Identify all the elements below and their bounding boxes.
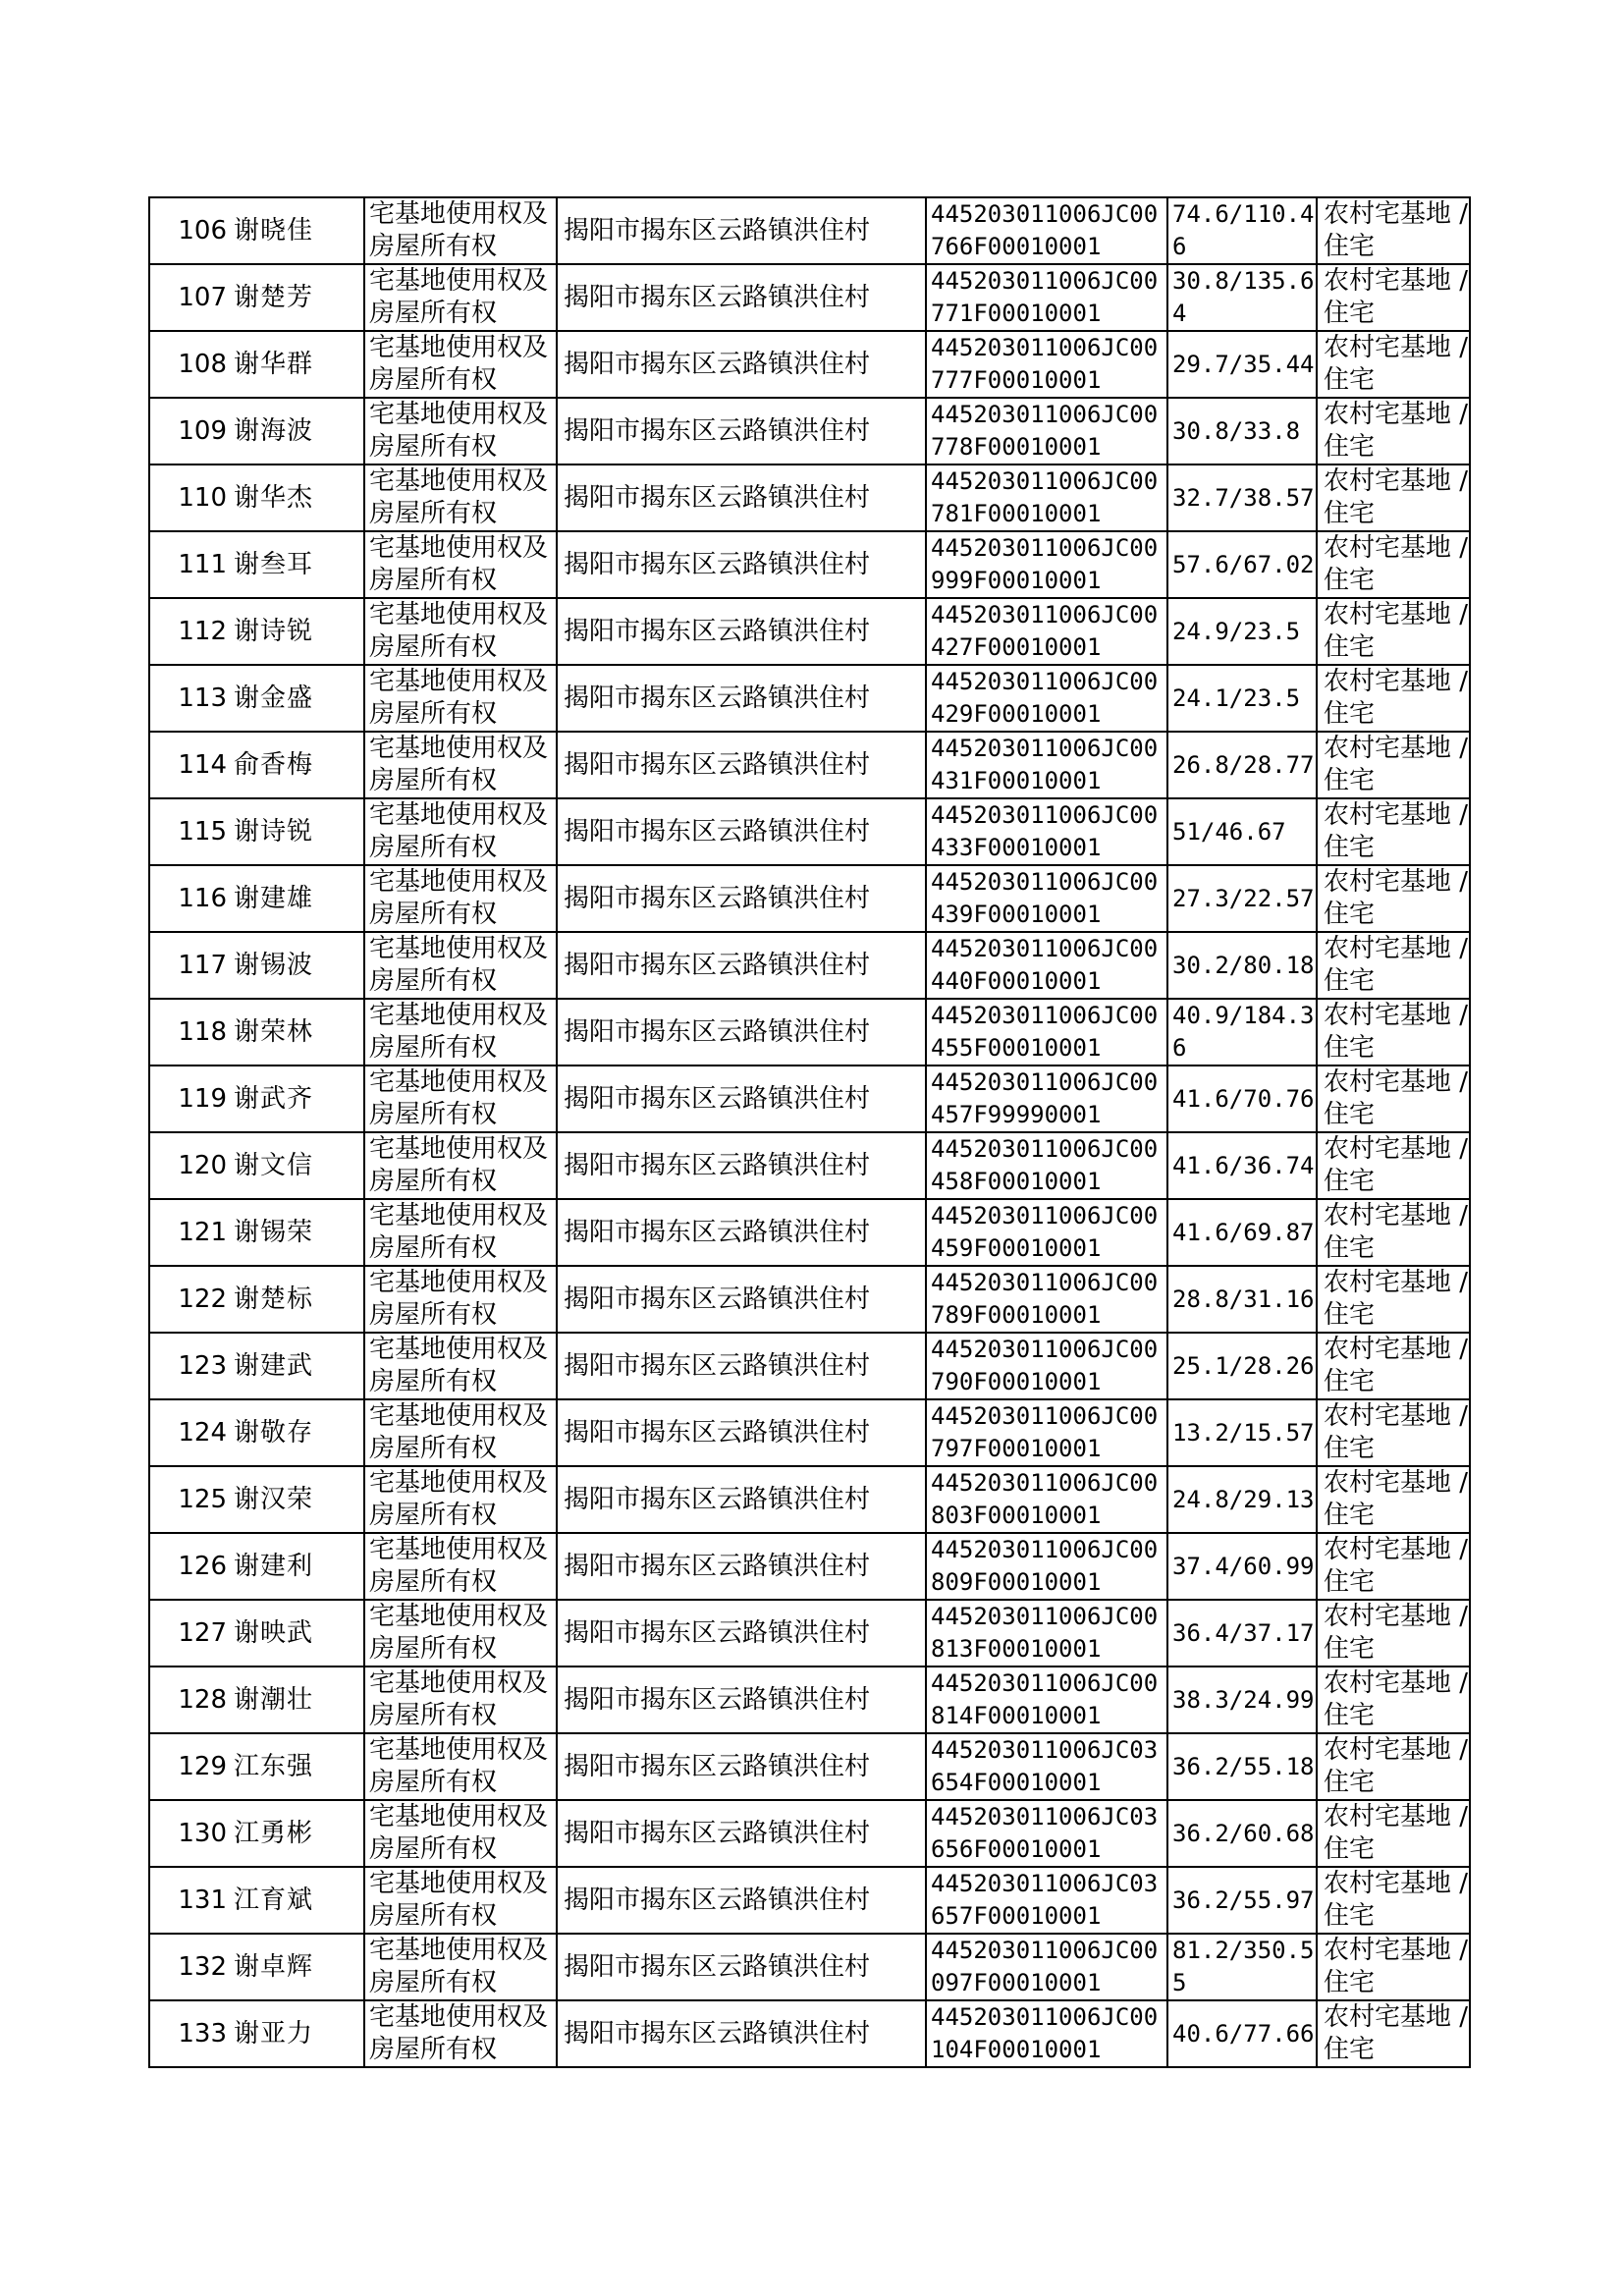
table-row [149,999,1470,1066]
unit-code-cell: 445203011006JC00455F00010001 [926,999,1167,1066]
row-number-cell: 113 [149,665,231,732]
unit-code-cell: 445203011006JC00431F00010001 [926,732,1167,798]
area-value-cell: 41.6/69.87 [1167,1199,1317,1266]
table-row [149,531,1470,598]
owner-name-cell: 江勇彬 [231,1800,364,1867]
registry-table-body [149,197,1470,2067]
area-value-cell: 40.6/77.66 [1167,2000,1317,2067]
area-value-cell: 27.3/22.57 [1167,865,1317,932]
area-value-cell: 57.6/67.02 [1167,531,1317,598]
row-number-cell: 114 [149,732,231,798]
unit-code-cell: 445203011006JC00457F99990001 [926,1066,1167,1132]
table-row [149,2000,1470,2067]
table-row [149,464,1470,531]
area-value-cell: 24.1/23.5 [1167,665,1317,732]
right-type-cell: 宅基地使用权及房屋所有权 [364,1199,557,1266]
owner-name-cell: 谢亚力 [231,2000,364,2067]
location-cell: 揭阳市揭东区云路镇洪住村 [557,732,926,798]
area-value-cell: 41.6/36.74 [1167,1132,1317,1199]
location-cell: 揭阳市揭东区云路镇洪住村 [557,1934,926,2000]
owner-name-cell: 谢海波 [231,398,364,464]
land-use-cell: 农村宅基地 / 住宅 [1317,464,1470,531]
row-number-cell: 121 [149,1199,231,1266]
land-use-cell: 农村宅基地 / 住宅 [1317,1333,1470,1399]
unit-code-cell: 445203011006JC00459F00010001 [926,1199,1167,1266]
row-number-cell: 119 [149,1066,231,1132]
right-type-cell: 宅基地使用权及房屋所有权 [364,1733,557,1800]
row-number-cell: 117 [149,932,231,999]
location-cell: 揭阳市揭东区云路镇洪住村 [557,1466,926,1533]
right-type-cell: 宅基地使用权及房屋所有权 [364,598,557,665]
land-use-cell: 农村宅基地 / 住宅 [1317,1199,1470,1266]
land-use-cell: 农村宅基地 / 住宅 [1317,1867,1470,1934]
location-cell: 揭阳市揭东区云路镇洪住村 [557,865,926,932]
area-value-cell: 36.2/55.18 [1167,1733,1317,1800]
unit-code-cell: 445203011006JC03657F00010001 [926,1867,1167,1934]
unit-code-cell: 445203011006JC00433F00010001 [926,798,1167,865]
row-number-cell: 132 [149,1934,231,2000]
row-number-cell: 106 [149,197,231,264]
unit-code-cell: 445203011006JC00778F00010001 [926,398,1167,464]
row-number-cell: 133 [149,2000,231,2067]
area-value-cell: 24.8/29.13 [1167,1466,1317,1533]
row-number-cell: 118 [149,999,231,1066]
land-use-cell: 农村宅基地 / 住宅 [1317,1733,1470,1800]
table-row [149,264,1470,331]
table-row [149,932,1470,999]
row-number-cell: 126 [149,1533,231,1600]
table-row [149,1266,1470,1333]
right-type-cell: 宅基地使用权及房屋所有权 [364,1667,557,1733]
owner-name-cell: 江东强 [231,1733,364,1800]
table-row [149,398,1470,464]
table-row [149,1800,1470,1867]
owner-name-cell: 谢武齐 [231,1066,364,1132]
location-cell: 揭阳市揭东区云路镇洪住村 [557,665,926,732]
table-row [149,1667,1470,1733]
right-type-cell: 宅基地使用权及房屋所有权 [364,398,557,464]
location-cell: 揭阳市揭东区云路镇洪住村 [557,1867,926,1934]
right-type-cell: 宅基地使用权及房屋所有权 [364,1066,557,1132]
right-type-cell: 宅基地使用权及房屋所有权 [364,197,557,264]
table-row [149,798,1470,865]
location-cell: 揭阳市揭东区云路镇洪住村 [557,932,926,999]
row-number-cell: 120 [149,1132,231,1199]
row-number-cell: 115 [149,798,231,865]
area-value-cell: 30.8/33.8 [1167,398,1317,464]
unit-code-cell: 445203011006JC00814F00010001 [926,1667,1167,1733]
area-value-cell: 40.9/184.36 [1167,999,1317,1066]
area-value-cell: 41.6/70.76 [1167,1066,1317,1132]
location-cell: 揭阳市揭东区云路镇洪住村 [557,1600,926,1667]
land-use-cell: 农村宅基地 / 住宅 [1317,1800,1470,1867]
row-number-cell: 110 [149,464,231,531]
land-use-cell: 农村宅基地 / 住宅 [1317,531,1470,598]
owner-name-cell: 俞香梅 [231,732,364,798]
location-cell: 揭阳市揭东区云路镇洪住村 [557,264,926,331]
owner-name-cell: 谢建利 [231,1533,364,1600]
land-use-cell: 农村宅基地 / 住宅 [1317,1667,1470,1733]
right-type-cell: 宅基地使用权及房屋所有权 [364,1800,557,1867]
owner-name-cell: 谢锡荣 [231,1199,364,1266]
owner-name-cell: 谢晓佳 [231,197,364,264]
table-row [149,1333,1470,1399]
owner-name-cell: 谢映武 [231,1600,364,1667]
location-cell: 揭阳市揭东区云路镇洪住村 [557,999,926,1066]
row-number-cell: 129 [149,1733,231,1800]
owner-name-cell: 江育斌 [231,1867,364,1934]
owner-name-cell: 谢诗锐 [231,798,364,865]
table-row [149,865,1470,932]
owner-name-cell: 谢锡波 [231,932,364,999]
row-number-cell: 108 [149,331,231,398]
land-use-cell: 农村宅基地 / 住宅 [1317,331,1470,398]
owner-name-cell: 谢叁耳 [231,531,364,598]
right-type-cell: 宅基地使用权及房屋所有权 [364,1934,557,2000]
table-row [149,197,1470,264]
table-row [149,1934,1470,2000]
land-use-cell: 农村宅基地 / 住宅 [1317,999,1470,1066]
table-row [149,665,1470,732]
location-cell: 揭阳市揭东区云路镇洪住村 [557,1333,926,1399]
owner-name-cell: 谢文信 [231,1132,364,1199]
area-value-cell: 13.2/15.57 [1167,1399,1317,1466]
location-cell: 揭阳市揭东区云路镇洪住村 [557,1066,926,1132]
area-value-cell: 32.7/38.57 [1167,464,1317,531]
land-use-cell: 农村宅基地 / 住宅 [1317,598,1470,665]
unit-code-cell: 445203011006JC00999F00010001 [926,531,1167,598]
right-type-cell: 宅基地使用权及房屋所有权 [364,665,557,732]
owner-name-cell: 谢潮壮 [231,1667,364,1733]
location-cell: 揭阳市揭东区云路镇洪住村 [557,1132,926,1199]
owner-name-cell: 谢诗锐 [231,598,364,665]
owner-name-cell: 谢建雄 [231,865,364,932]
unit-code-cell: 445203011006JC00429F00010001 [926,665,1167,732]
area-value-cell: 74.6/110.46 [1167,197,1317,264]
row-number-cell: 128 [149,1667,231,1733]
area-value-cell: 36.4/37.17 [1167,1600,1317,1667]
unit-code-cell: 445203011006JC00104F00010001 [926,2000,1167,2067]
right-type-cell: 宅基地使用权及房屋所有权 [364,1533,557,1600]
owner-name-cell: 谢华杰 [231,464,364,531]
location-cell: 揭阳市揭东区云路镇洪住村 [557,798,926,865]
location-cell: 揭阳市揭东区云路镇洪住村 [557,1800,926,1867]
owner-name-cell: 谢卓辉 [231,1934,364,2000]
land-use-cell: 农村宅基地 / 住宅 [1317,264,1470,331]
land-use-cell: 农村宅基地 / 住宅 [1317,1466,1470,1533]
land-use-cell: 农村宅基地 / 住宅 [1317,398,1470,464]
location-cell: 揭阳市揭东区云路镇洪住村 [557,1733,926,1800]
right-type-cell: 宅基地使用权及房屋所有权 [364,999,557,1066]
row-number-cell: 107 [149,264,231,331]
row-number-cell: 112 [149,598,231,665]
unit-code-cell: 445203011006JC00781F00010001 [926,464,1167,531]
right-type-cell: 宅基地使用权及房屋所有权 [364,1867,557,1934]
unit-code-cell: 445203011006JC00803F00010001 [926,1466,1167,1533]
row-number-cell: 131 [149,1867,231,1934]
land-use-cell: 农村宅基地 / 住宅 [1317,1533,1470,1600]
right-type-cell: 宅基地使用权及房屋所有权 [364,732,557,798]
table-row [149,1399,1470,1466]
table-row [149,1533,1470,1600]
right-type-cell: 宅基地使用权及房屋所有权 [364,1466,557,1533]
right-type-cell: 宅基地使用权及房屋所有权 [364,331,557,398]
table-row [149,1600,1470,1667]
area-value-cell: 81.2/350.55 [1167,1934,1317,2000]
unit-code-cell: 445203011006JC03654F00010001 [926,1733,1167,1800]
area-value-cell: 36.2/60.68 [1167,1800,1317,1867]
right-type-cell: 宅基地使用权及房屋所有权 [364,865,557,932]
location-cell: 揭阳市揭东区云路镇洪住村 [557,464,926,531]
right-type-cell: 宅基地使用权及房屋所有权 [364,798,557,865]
location-cell: 揭阳市揭东区云路镇洪住村 [557,1533,926,1600]
land-use-cell: 农村宅基地 / 住宅 [1317,197,1470,264]
right-type-cell: 宅基地使用权及房屋所有权 [364,2000,557,2067]
land-use-cell: 农村宅基地 / 住宅 [1317,1399,1470,1466]
unit-code-cell: 445203011006JC00097F00010001 [926,1934,1167,2000]
owner-name-cell: 谢敬存 [231,1399,364,1466]
right-type-cell: 宅基地使用权及房屋所有权 [364,1333,557,1399]
unit-code-cell: 445203011006JC03656F00010001 [926,1800,1167,1867]
area-value-cell: 38.3/24.99 [1167,1667,1317,1733]
owner-name-cell: 谢楚芳 [231,264,364,331]
unit-code-cell: 445203011006JC00766F00010001 [926,197,1167,264]
owner-name-cell: 谢金盛 [231,665,364,732]
right-type-cell: 宅基地使用权及房屋所有权 [364,1399,557,1466]
unit-code-cell: 445203011006JC00458F00010001 [926,1132,1167,1199]
table-row [149,1132,1470,1199]
row-number-cell: 124 [149,1399,231,1466]
land-use-cell: 农村宅基地 / 住宅 [1317,865,1470,932]
owner-name-cell: 谢荣林 [231,999,364,1066]
land-use-cell: 农村宅基地 / 住宅 [1317,732,1470,798]
owner-name-cell: 谢华群 [231,331,364,398]
row-number-cell: 123 [149,1333,231,1399]
land-use-cell: 农村宅基地 / 住宅 [1317,932,1470,999]
right-type-cell: 宅基地使用权及房屋所有权 [364,1600,557,1667]
table-row [149,732,1470,798]
owner-name-cell: 谢汉荣 [231,1466,364,1533]
right-type-cell: 宅基地使用权及房屋所有权 [364,464,557,531]
row-number-cell: 122 [149,1266,231,1333]
table-row [149,1199,1470,1266]
land-use-cell: 农村宅基地 / 住宅 [1317,1132,1470,1199]
area-value-cell: 51/46.67 [1167,798,1317,865]
unit-code-cell: 445203011006JC00813F00010001 [926,1600,1167,1667]
land-use-cell: 农村宅基地 / 住宅 [1317,1600,1470,1667]
owner-name-cell: 谢楚标 [231,1266,364,1333]
area-value-cell: 25.1/28.26 [1167,1333,1317,1399]
unit-code-cell: 445203011006JC00797F00010001 [926,1399,1167,1466]
location-cell: 揭阳市揭东区云路镇洪住村 [557,2000,926,2067]
location-cell: 揭阳市揭东区云路镇洪住村 [557,1199,926,1266]
table-row [149,598,1470,665]
table-row [149,331,1470,398]
unit-code-cell: 445203011006JC00789F00010001 [926,1266,1167,1333]
area-value-cell: 26.8/28.77 [1167,732,1317,798]
land-use-cell: 农村宅基地 / 住宅 [1317,1934,1470,2000]
area-value-cell: 28.8/31.16 [1167,1266,1317,1333]
unit-code-cell: 445203011006JC00777F00010001 [926,331,1167,398]
location-cell: 揭阳市揭东区云路镇洪住村 [557,197,926,264]
area-value-cell: 37.4/60.99 [1167,1533,1317,1600]
unit-code-cell: 445203011006JC00790F00010001 [926,1333,1167,1399]
location-cell: 揭阳市揭东区云路镇洪住村 [557,398,926,464]
location-cell: 揭阳市揭东区云路镇洪住村 [557,531,926,598]
unit-code-cell: 445203011006JC00440F00010001 [926,932,1167,999]
right-type-cell: 宅基地使用权及房屋所有权 [364,1266,557,1333]
unit-code-cell: 445203011006JC00439F00010001 [926,865,1167,932]
right-type-cell: 宅基地使用权及房屋所有权 [364,264,557,331]
area-value-cell: 36.2/55.97 [1167,1867,1317,1934]
unit-code-cell: 445203011006JC00427F00010001 [926,598,1167,665]
table-row [149,1466,1470,1533]
area-value-cell: 29.7/35.44 [1167,331,1317,398]
table-row [149,1733,1470,1800]
area-value-cell: 30.2/80.18 [1167,932,1317,999]
land-use-cell: 农村宅基地 / 住宅 [1317,665,1470,732]
unit-code-cell: 445203011006JC00809F00010001 [926,1533,1167,1600]
area-value-cell: 24.9/23.5 [1167,598,1317,665]
registry-table [148,196,1471,2068]
row-number-cell: 130 [149,1800,231,1867]
location-cell: 揭阳市揭东区云路镇洪住村 [557,1667,926,1733]
table-row [149,1066,1470,1132]
row-number-cell: 116 [149,865,231,932]
row-number-cell: 127 [149,1600,231,1667]
right-type-cell: 宅基地使用权及房屋所有权 [364,932,557,999]
location-cell: 揭阳市揭东区云路镇洪住村 [557,1399,926,1466]
row-number-cell: 125 [149,1466,231,1533]
row-number-cell: 109 [149,398,231,464]
location-cell: 揭阳市揭东区云路镇洪住村 [557,598,926,665]
unit-code-cell: 445203011006JC00771F00010001 [926,264,1167,331]
land-use-cell: 农村宅基地 / 住宅 [1317,798,1470,865]
table-row [149,1867,1470,1934]
right-type-cell: 宅基地使用权及房屋所有权 [364,1132,557,1199]
land-use-cell: 农村宅基地 / 住宅 [1317,1266,1470,1333]
right-type-cell: 宅基地使用权及房屋所有权 [364,531,557,598]
owner-name-cell: 谢建武 [231,1333,364,1399]
location-cell: 揭阳市揭东区云路镇洪住村 [557,1266,926,1333]
land-use-cell: 农村宅基地 / 住宅 [1317,2000,1470,2067]
location-cell: 揭阳市揭东区云路镇洪住村 [557,331,926,398]
area-value-cell: 30.8/135.64 [1167,264,1317,331]
row-number-cell: 111 [149,531,231,598]
land-use-cell: 农村宅基地 / 住宅 [1317,1066,1470,1132]
